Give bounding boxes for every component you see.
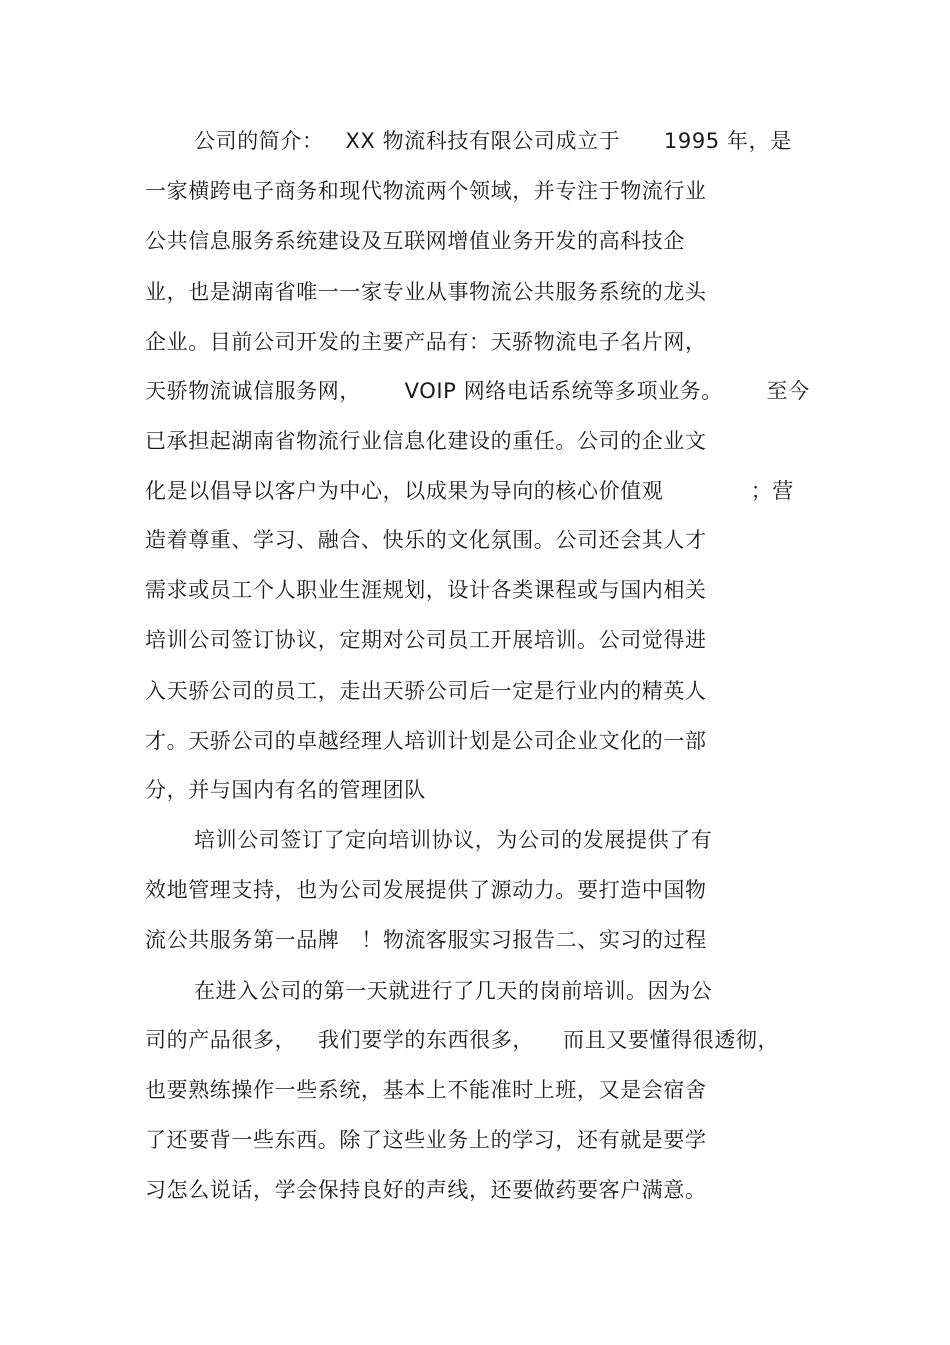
text-line: 企业。目前公司开发的主要产品有：天骄物流电子名片网， (145, 330, 707, 354)
text-line: 分，并与国内有名的管理团队 (145, 778, 426, 802)
text-line: 效地管理支持，也为公司发展提供了源动力。要打造中国物 (145, 878, 707, 902)
text-line: 需求或员工个人职业生涯规划，设计各类课程或与国内相关 (145, 578, 707, 602)
text-line: 习怎么说话，学会保持良好的声线，还要做药要客户满意。 (145, 1178, 707, 1202)
text-line: 了还要背一些东西。除了这些业务上的学习，还有就是要学 (145, 1128, 707, 1152)
text-line: 才。天骄公司的卓越经理人培训计划是公司企业文化的一部 (145, 729, 707, 753)
text-line: 也要熟练操作一些系统，基本上不能准时上班，又是会宿舍 (145, 1078, 707, 1102)
text-line: 培训公司签订了定向培训协议，为公司的发展提供了有 (194, 828, 713, 852)
text-line: 在进入公司的第一天就进行了几天的岗前培训。因为公 (194, 979, 713, 1003)
text-line: 培训公司签订协议，定期对公司员工开展培训。公司觉得进 (145, 628, 707, 652)
text-line: 公共信息服务系统建设及互联网增值业务开发的高科技企 (145, 229, 685, 253)
text-line: 天骄物流诚信服务网， VOIP 网络电话系统等多项业务。 至今 (145, 379, 810, 403)
text-line: 公司的简介： XX 物流科技有限公司成立于 1995 年，是 (194, 129, 792, 153)
text-line: 业，也是湖南省唯一一家专业从事物流公共服务系统的龙头 (145, 280, 707, 304)
text-line: 流公共服务第一品牌 ！物流客服实习报告二、实习的过程 (145, 928, 707, 952)
text-line: 一家横跨电子商务和现代物流两个领域，并专注于物流行业 (145, 179, 707, 203)
text-line: 化是以倡导以客户为中心，以成果为导向的核心价值观 ；营 (145, 479, 794, 503)
text-line: 入天骄公司的员工，走出天骄公司后一定是行业内的精英人 (145, 679, 707, 703)
text-line: 造着尊重、学习、融合、快乐的文化氛围。公司还会其人才 (145, 528, 707, 552)
text-line: 已承担起湖南省物流行业信息化建设的重任。公司的企业文 (145, 429, 707, 453)
text-line: 司的产品很多， 我们要学的东西很多， 而且又要懂得很透彻， (145, 1028, 780, 1052)
